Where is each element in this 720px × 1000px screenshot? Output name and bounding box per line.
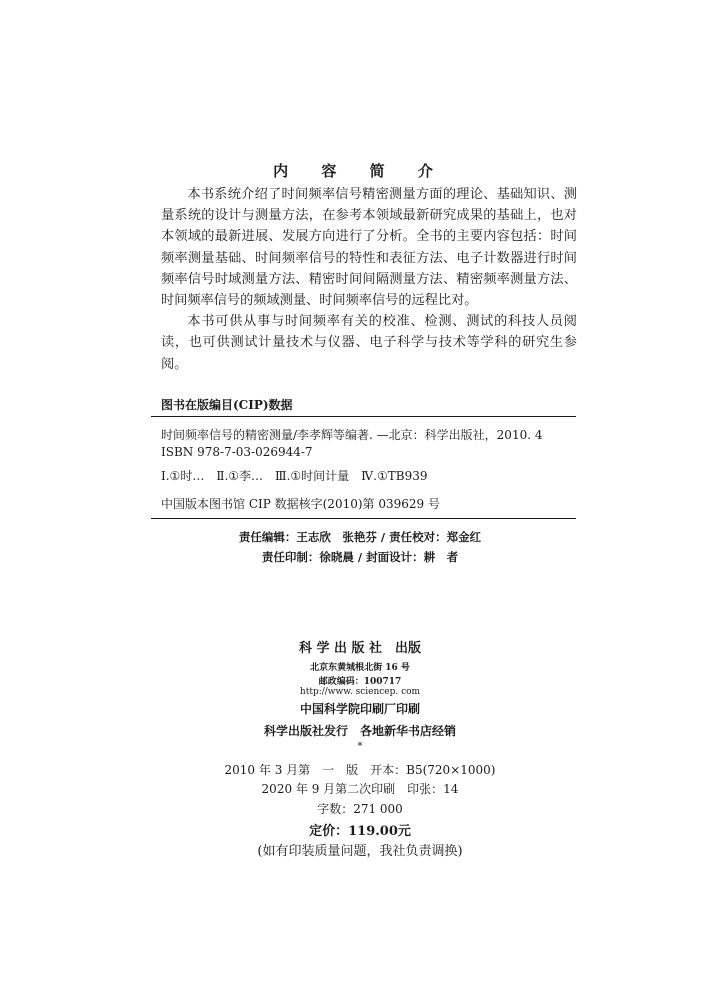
- quality-note: (如有印装质量问题，我社负责调换): [257, 844, 463, 859]
- publisher-name: 科 学 出 版 社 出版: [298, 641, 422, 656]
- editor-line: 责任编辑：王志欣 张艳芬 / 责任校对：郑金红: [238, 530, 482, 544]
- publisher-address: 北京东黄城根北街 16 号: [310, 663, 410, 673]
- cip-bottom-rule: [151, 518, 576, 519]
- publisher-postcode: 邮政编码：100717: [318, 677, 402, 687]
- cip-heading: 图书在版编目(CIP)数据: [161, 398, 293, 412]
- publisher-website: http://www. sciencep. com: [299, 687, 421, 697]
- summary-body: [161, 184, 577, 375]
- summary-paragraph: 本书系统介绍了时间频率信号精密测量方面的理论、基础知识、测量系统的设计与测量方法，在参考本领域最新研究成果的基础上，也对本领域的最新进展、发展方向进行了分析。全书的主要内容包括：时间频率测量基础、时间频率信号的特性和表征方法、电子计数器进行时间频率信号时域测量方法、精密时间间隔测量方法、精密频率测量方法、时间频率信号的频域测量、时间频率信号的远程比对。: [161, 187, 577, 309]
- summary-title: 内 容 简 介: [273, 162, 447, 180]
- print-design-line: 责任印制：徐晓晨 / 封面设计：耕 者: [261, 550, 459, 564]
- summary-paragraph: 本书可供从事与时间频率有关的校准、检测、测试的科技人员阅读，也可供测试计量技术与仪器、电子科学与技术等学科的研究生参阅。: [161, 314, 577, 372]
- printing-line: 2020 年 9 月第二次印刷 印张：14: [261, 782, 459, 796]
- word-count: 字数：271 000: [317, 802, 403, 816]
- cip-isbn: ISBN 978-7-03-026944-7: [161, 445, 313, 459]
- distribution-line: 科学出版社发行 各地新华书店经销: [263, 724, 456, 738]
- printer-line: 中国科学院印刷厂印刷: [299, 702, 420, 716]
- cip-number: 中国版本图书馆 CIP 数据核字(2010)第 039629 号: [161, 497, 440, 511]
- edition-line: 2010 年 3 月第 一 版 开本：B5(720×1000): [224, 763, 496, 777]
- price: 定价：119.00元: [309, 824, 411, 839]
- cip-title-line: 时间频率信号的精密测量/李孝辉等编著. —北京：科学出版社，2010. 4: [161, 428, 543, 442]
- separator-star: *: [357, 741, 363, 752]
- cip-top-rule: [151, 416, 576, 417]
- cip-classification: Ⅰ.①时… Ⅱ.①李… Ⅲ.①时间计量 Ⅳ.①TB939: [161, 469, 428, 483]
